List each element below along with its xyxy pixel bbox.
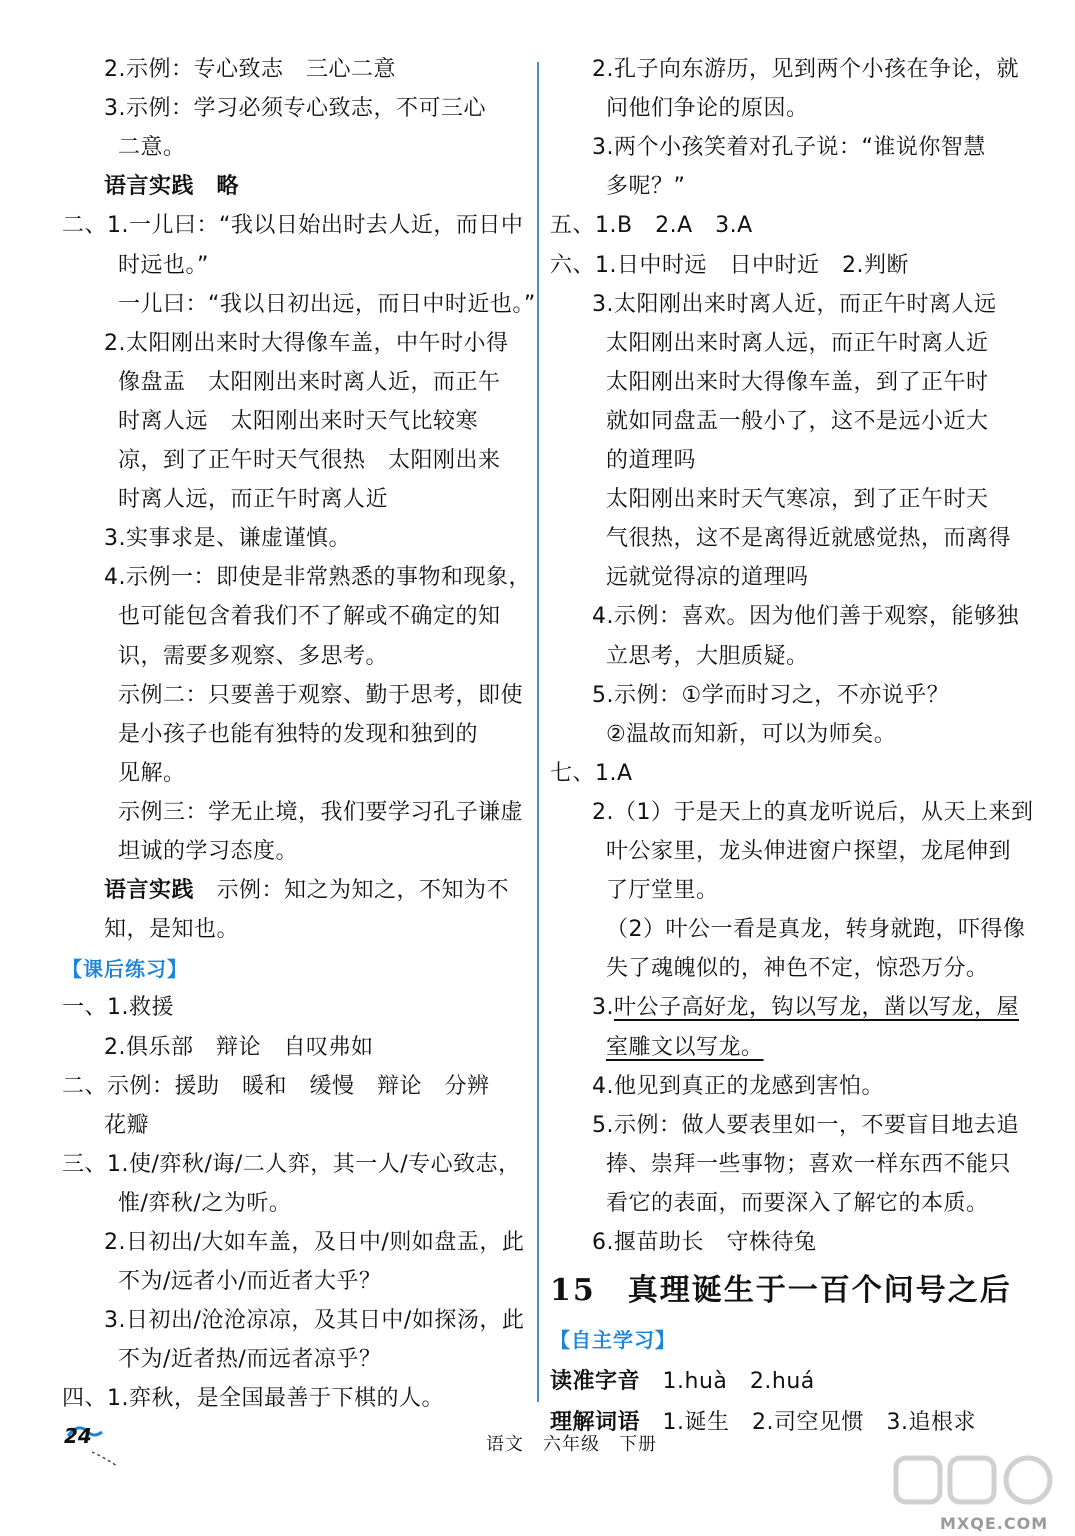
footer-subject: 语文 六年级 下册 [486, 1434, 657, 1455]
answer-line: 捧、崇拜一些事物；喜欢一样东西不能只 [606, 1151, 1012, 1177]
answer-line: 三、1.使/弈秋/诲/二人弈，其一人/专心致志， [62, 1151, 521, 1177]
understand-words-label: 理解词语 [550, 1410, 641, 1436]
answer-line: 一儿曰：“我以日初出远，而日中时近也。” [118, 291, 536, 317]
answer-line: 3.日初出/沧沧凉凉，及其日中/如探汤，此 [104, 1308, 525, 1334]
read-pronounce-answer: 1.huà 2.huá [662, 1369, 815, 1395]
answer-line: 2.孔子向东游历，见到两个小孩在争论，就 [592, 57, 1019, 82]
answer-line: 像盘盂 太阳刚出来时离人近，而正午 [118, 369, 501, 395]
answer-line: 4.他见到真正的龙感到害怕。 [592, 1073, 884, 1099]
answer-line: 二、1.一儿曰：“我以日始出时去人近，而日中 [62, 213, 524, 239]
answer-line: 凉，到了正午时天气很热 太阳刚出来 [118, 448, 501, 473]
answer-line: 示例三：学无止境，我们要学习孔子谦虚 [118, 799, 524, 825]
answer-line: 不为/远者小/而近者大乎？ [118, 1269, 382, 1295]
answer-line: 太阳刚出来时天气寒凉，到了正午时天 [606, 487, 989, 513]
line-rest: 示例：知之为知之，不知为不 [194, 878, 510, 904]
answer-line [592, 994, 1019, 1022]
lesson-title: 15 真理诞生于一百个问号之后 [550, 1273, 1012, 1309]
answer-line: ②温故而知新，可以为师矣。 [606, 721, 897, 747]
answer-line: 二、示例：援助 暖和 缓慢 辩论 分辨 [62, 1073, 490, 1099]
answer-line: 太阳刚出来时大得像车盖，到了正午时 [606, 369, 989, 395]
answer-line: 2.俱乐部 辩论 自叹弗如 [104, 1034, 374, 1060]
answer-line: 六、1.日中时远 日中时近 2.判断 [550, 252, 909, 278]
read-pronounce-line [550, 1368, 815, 1396]
answer-line: 七、1.A [550, 760, 633, 786]
answer-line: 失了魂魄似的，神色不定，惊恐万分。 [606, 956, 989, 982]
line-prefix: 语言实践 [104, 878, 195, 904]
answer-line: 5.示例：做人要表里如一，不要盲目地去追 [592, 1112, 1019, 1138]
answer-line: 识，需要多观察、多思考。 [118, 643, 389, 669]
page-number: 24 [64, 1424, 92, 1448]
watermark-text: MXQE.COM [940, 1514, 1049, 1533]
answer-line: 4.示例：喜欢。因为他们善于观察，能够独 [592, 604, 1019, 630]
answer-line: 叶公家里，龙头伸进窗户探望，龙尾伸到 [606, 839, 1012, 864]
answer-line: 太阳刚出来时离人远，而正午时离人近 [606, 330, 989, 356]
answer-line: 的道理吗 [606, 448, 697, 473]
answer-line: 也可能包含着我们不了解或不确定的知 [118, 604, 501, 630]
answer-line: 2.（1）于是天上的真龙听说后，从天上来到 [592, 799, 1034, 825]
answer-line: 6.揠苗助长 守株待兔 [592, 1230, 817, 1255]
answer-line: 见解。 [118, 760, 186, 786]
answer-line: 3.两个小孩笑着对孔子说：“谁说你智慧 [592, 135, 986, 161]
line-rest: 叶公子高好龙，钩以写龙，凿以写龙，屋 [614, 995, 1020, 1021]
answer-line: 是小孩子也能有独特的发现和独到的 [118, 721, 479, 747]
answer-line: 语言实践 略 [104, 174, 240, 200]
answer-line: 立思考，大胆质疑。 [606, 643, 809, 669]
answer-line: 示例二：只要善于观察、勤于思考，即使 [118, 682, 524, 708]
line-prefix: 3. [592, 995, 614, 1021]
understand-words-answer: 1.诞生 2.司空见惯 3.追根求 [662, 1410, 977, 1436]
answer-line [104, 877, 509, 905]
section-tag: 【课后练习】 [62, 957, 188, 982]
column-divider [537, 62, 539, 1402]
self-study-tag: 【自主学习】 [550, 1328, 676, 1353]
answer-line: 不为/近者热/而远者凉乎？ [118, 1347, 382, 1373]
answer-line: 远就觉得凉的道理吗 [606, 565, 809, 591]
answer-line: 时离人远 太阳刚出来时天气比较寒 [118, 408, 479, 434]
answer-line: 多呢？” [606, 174, 686, 200]
answer-line: 4.示例一：即使是非常熟悉的事物和现象， [104, 565, 531, 591]
answer-line: 五、1.B 2.A 3.A [550, 213, 753, 239]
answer-line: 看它的表面，而要深入了解它的本质。 [606, 1190, 989, 1216]
answer-line: 2.日初出/大如车盖，及日中/则如盘盂，此 [104, 1230, 525, 1255]
answer-line: 问他们争论的原因。 [606, 96, 809, 122]
answer-line: 时离人远，而正午时离人近 [118, 487, 389, 513]
answer-line: 坦诚的学习态度。 [118, 839, 299, 864]
answer-line: 就如同盘盂一般小了，这不是远小近大 [606, 408, 989, 434]
answer-line: 花瓣 [104, 1112, 150, 1138]
answer-line: 3.示例：学习必须专心致志，不可三心 [104, 96, 486, 122]
answer-line: 气很热，这不是离得近就感觉热，而离得 [606, 526, 1012, 552]
answer-line: 5.示例：①学而时习之，不亦说乎？ [592, 682, 950, 708]
answer-line: 3.实事求是、谦虚谨慎。 [104, 526, 351, 552]
answer-line: 惟/弈秋/之为听。 [118, 1190, 292, 1216]
answer-line: 3.太阳刚出来时离人近，而正午时离人远 [592, 291, 997, 317]
read-pronounce-label: 读准字音 [550, 1369, 641, 1395]
answer-line: 知，是知也。 [104, 917, 240, 943]
answer-line: 时远也。” [118, 252, 209, 278]
answer-line: 了厅堂里。 [606, 878, 719, 904]
answer-line: 二意。 [118, 135, 186, 161]
answer-line: （2）叶公一看是真龙，转身就跑，吓得像 [606, 917, 1026, 943]
answer-line: 室雕文以写龙。 [606, 1034, 764, 1060]
answer-line: 一、1.救援 [62, 995, 174, 1021]
answer-line: 2.太阳刚出来时大得像车盖，中午时小得 [104, 330, 509, 356]
answer-line: 2.示例：专心致志 三心二意 [104, 57, 396, 82]
answer-line: 四、1.弈秋，是全国最善于下棋的人。 [62, 1386, 444, 1412]
